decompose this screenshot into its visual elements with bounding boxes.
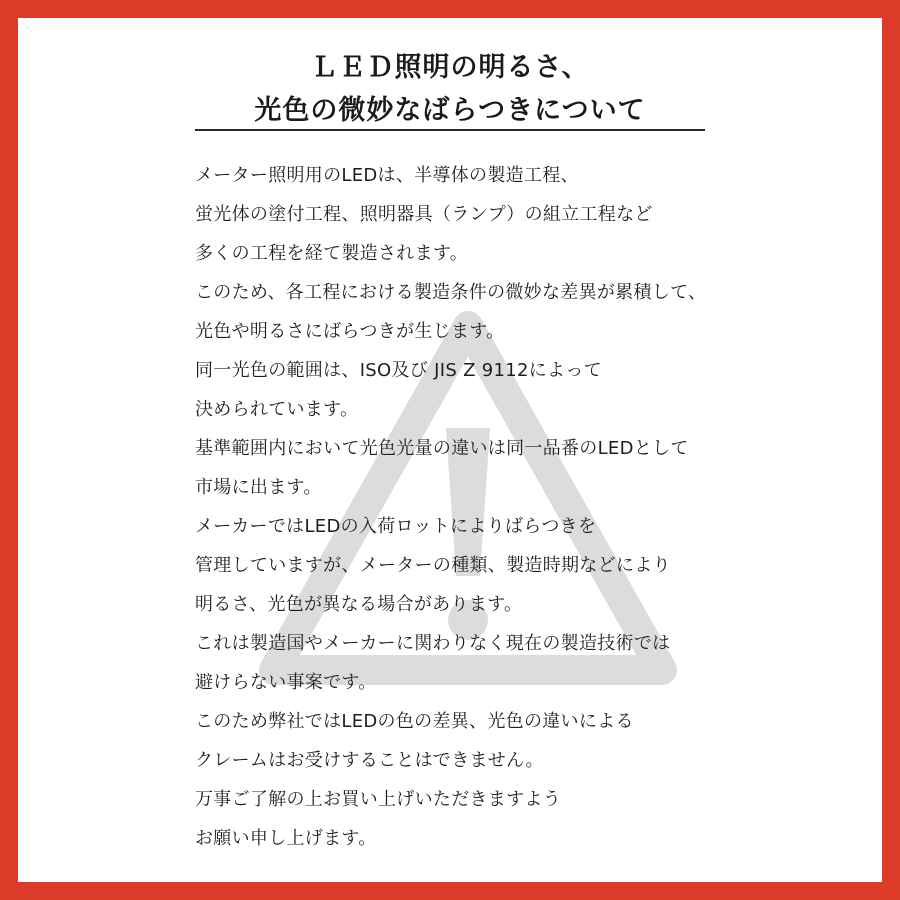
body-line: このため、各工程における製造条件の微妙な差異が累積して、 — [195, 282, 707, 303]
body-line: メーカーではLEDの入荷ロットによりばらつきを — [195, 516, 597, 537]
notice-panel — [18, 18, 882, 882]
title-divider — [195, 129, 705, 131]
body-line: お願い申し上げます。 — [195, 828, 377, 849]
title-line-1: ＬＥＤ照明の明るさ、 — [310, 52, 590, 83]
body-line: 同一光色の範囲は、ISO及び JIS Z 9112によって — [195, 360, 602, 381]
body-line: 市場に出ます。 — [195, 477, 322, 498]
title-line-2: 光色の微妙なばらつきについて — [254, 95, 646, 126]
body-line: メーター照明用のLEDは、半導体の製造工程、 — [195, 165, 579, 186]
body-line: 明るさ、光色が異なる場合があります。 — [195, 594, 523, 615]
body-line: クレームはお受けすることはできません。 — [195, 750, 544, 771]
body-line: 多くの工程を経て製造されます。 — [195, 243, 469, 264]
body-line: 基準範囲内において光色光量の違いは同一品番のLEDとして — [195, 438, 689, 459]
body-line: 避けらない事案です。 — [195, 672, 377, 693]
notice-body — [195, 156, 795, 858]
body-line: 万事ご了解の上お買い上げいただきますよう — [195, 789, 561, 810]
body-line: 光色や明るさにばらつきが生じます。 — [195, 321, 505, 342]
body-line: このため弊社ではLEDの色の差異、光色の違いによる — [195, 711, 634, 732]
body-line: これは製造国やメーカーに関わりなく現在の製造技術では — [195, 633, 671, 654]
page-title — [18, 46, 882, 132]
body-line: 決められています。 — [195, 399, 359, 420]
body-line: 管理していますが、メーターの種類、製造時期などにより — [195, 555, 671, 576]
body-line: 蛍光体の塗付工程、照明器具（ランプ）の組立工程など — [195, 204, 653, 225]
